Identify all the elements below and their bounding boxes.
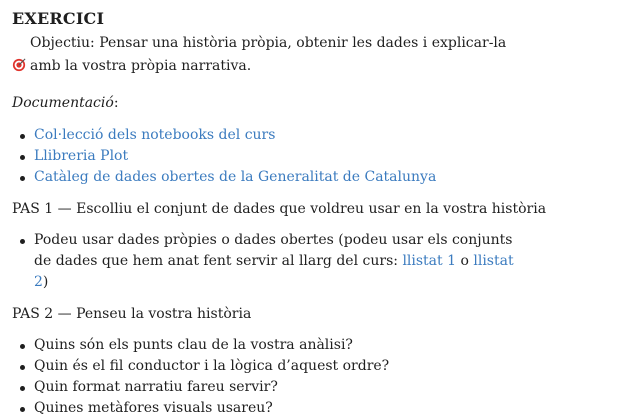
link-list-1[interactable]: llistat 1 bbox=[402, 253, 457, 269]
list-item: Quin format narratiu fareu servir? bbox=[34, 377, 628, 398]
link-plot-library[interactable]: Llibreria Plot bbox=[34, 148, 129, 164]
list-item: Quines metàfores visuals usareu? bbox=[34, 398, 628, 419]
list-item: Quin és el fil conductor i la lògica d’aquest ordre? bbox=[34, 356, 628, 377]
link-open-data-catalog[interactable]: Catàleg de dades obertes de la Generalitat de Catalunya bbox=[34, 169, 437, 185]
step2-questions bbox=[12, 335, 628, 419]
list-item: Quins són els punts clau de la vostra anàlisi? bbox=[34, 335, 628, 356]
step2-heading: PAS 2 — Penseu la vostra història bbox=[12, 306, 252, 322]
step1-heading: PAS 1 — Escolliu el conjunt de dades que voldreu usar en la vostra història bbox=[12, 201, 547, 217]
objective-paragraph bbox=[12, 32, 628, 78]
documentation-links bbox=[12, 125, 628, 188]
list-item bbox=[34, 125, 628, 146]
objective-text: Objectiu: Pensar una història pròpia, obtenir les dades i explicar-la amb la vostra pròpia narrativa. bbox=[30, 35, 507, 74]
step1-list bbox=[12, 230, 628, 293]
exercise-title: EXERCICI bbox=[12, 9, 105, 28]
list-item bbox=[34, 146, 628, 167]
list-item: Podeu usar dades pròpies o dades obertes (podeu usar els conjunts de dades que hem anat fent servir al llarg del curs: llistat 1 o llistat 2) bbox=[34, 230, 628, 293]
link-notebooks-collection[interactable]: Col·lecció dels notebooks del curs bbox=[34, 127, 276, 143]
list-item bbox=[34, 167, 628, 188]
link-list-2[interactable]: llistat 2 bbox=[34, 253, 514, 290]
step1-text: Podeu usar dades pròpies o dades obertes (podeu usar els conjunts de dades que hem anat fent servir al llarg del curs: bbox=[34, 232, 513, 269]
target-icon bbox=[12, 58, 26, 72]
documentation-label: Documentació: bbox=[12, 95, 119, 111]
